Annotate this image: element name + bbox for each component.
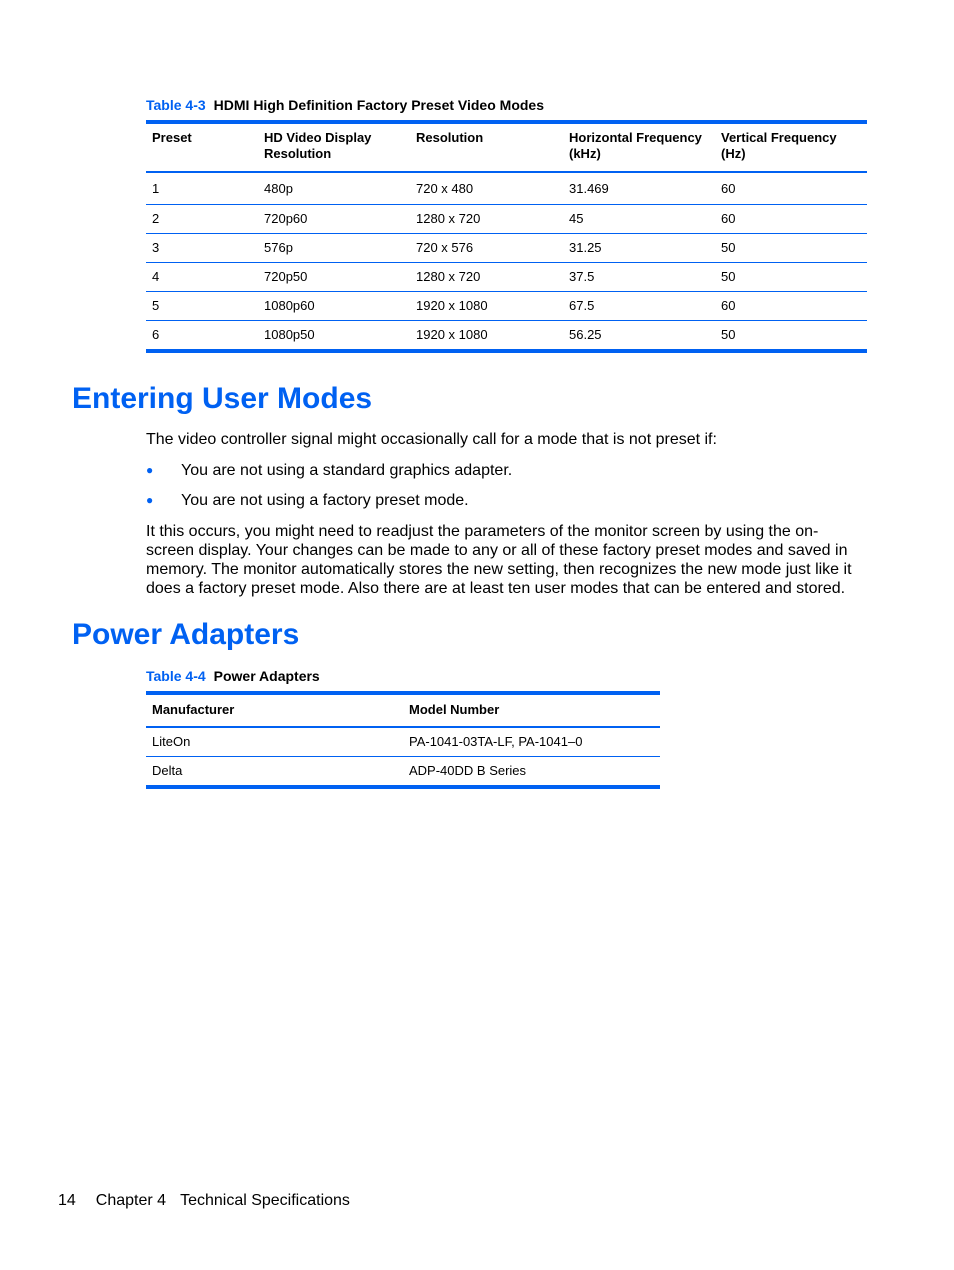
table-row bbox=[146, 205, 867, 234]
table-4-4-caption bbox=[146, 668, 320, 684]
cell-preset: 6 bbox=[152, 327, 160, 342]
cell-horizontal-frequency: 67.5 bbox=[569, 298, 595, 313]
cell-preset: 1 bbox=[152, 180, 160, 196]
cell-manufacturer: Delta bbox=[152, 763, 183, 778]
cell-vertical-frequency: 50 bbox=[721, 269, 736, 284]
header-vertical-frequency: Vertical Frequency (Hz) bbox=[721, 130, 837, 161]
power-adapters-table bbox=[146, 691, 660, 789]
bullet-text: You are not using a factory preset mode. bbox=[181, 492, 469, 509]
page-number: 14 bbox=[58, 1192, 76, 1209]
cell-resolution: 1920 x 1080 bbox=[416, 327, 488, 342]
table-4-3-caption-number: Table 4-3 bbox=[146, 97, 206, 113]
table-4-3-caption-title: HDMI High Definition Factory Preset Video Modes bbox=[213, 97, 544, 113]
cell-manufacturer: LiteOn bbox=[152, 734, 191, 749]
cell-model-number: ADP-40DD B Series bbox=[409, 763, 527, 778]
cell-hd-video: 720p60 bbox=[264, 211, 308, 226]
table-row bbox=[146, 727, 660, 757]
cell-resolution: 1280 x 720 bbox=[416, 269, 481, 284]
entering-user-modes-paragraph bbox=[146, 522, 852, 598]
paragraph-line: memory. The monitor automatically stores the new setting, then recognizes the new mode just like it bbox=[146, 561, 852, 578]
video-modes-table bbox=[146, 120, 867, 353]
cell-horizontal-frequency: 31.25 bbox=[569, 240, 602, 255]
table-row bbox=[146, 234, 867, 263]
header-manufacturer: Manufacturer bbox=[152, 702, 235, 717]
cell-hd-video: 1080p50 bbox=[264, 327, 315, 342]
entering-user-modes-intro: The video controller signal might occasionally call for a mode that is not preset if: bbox=[146, 431, 717, 448]
cell-preset: 4 bbox=[152, 269, 160, 284]
cell-horizontal-frequency: 31.469 bbox=[569, 180, 609, 196]
cell-resolution: 1280 x 720 bbox=[416, 211, 481, 226]
table-row bbox=[146, 172, 867, 205]
cell-vertical-frequency: 60 bbox=[721, 211, 736, 226]
table-header-row bbox=[146, 693, 660, 727]
table-row bbox=[146, 263, 867, 292]
cell-vertical-frequency: 60 bbox=[721, 298, 736, 313]
header-horizontal-frequency: Horizontal Frequency (kHz) bbox=[569, 130, 702, 161]
paragraph-line: does a factory preset mode. Also there are at least ten user modes that can be entered and stored. bbox=[146, 580, 846, 597]
bullet-icon: ● bbox=[146, 493, 154, 507]
table-row bbox=[146, 757, 660, 788]
cell-preset: 5 bbox=[152, 298, 160, 313]
header-resolution: Resolution bbox=[416, 130, 484, 145]
cell-vertical-frequency: 50 bbox=[721, 240, 736, 255]
cell-resolution: 720 x 480 bbox=[416, 180, 474, 196]
table-header-row bbox=[146, 122, 867, 172]
cell-vertical-frequency: 60 bbox=[721, 180, 736, 196]
cell-hd-video: 576p bbox=[264, 240, 293, 255]
paragraph-line: screen display. Your changes can be made to any or all of these factory preset modes and saved in bbox=[146, 542, 848, 559]
header-preset: Preset bbox=[152, 130, 192, 145]
cell-model-number: PA-1041-03TA-LF, PA-1041–0 bbox=[409, 734, 583, 749]
cell-horizontal-frequency: 37.5 bbox=[569, 269, 595, 284]
cell-hd-video: 480p bbox=[264, 180, 293, 196]
table-row bbox=[146, 292, 867, 321]
page-footer bbox=[58, 1192, 370, 1210]
table-row bbox=[146, 321, 867, 352]
cell-hd-video: 1080p60 bbox=[264, 298, 315, 313]
header-model-number: Model Number bbox=[409, 702, 500, 717]
power-adapters-heading: Power Adapters bbox=[72, 618, 300, 651]
cell-resolution: 720 x 576 bbox=[416, 240, 474, 255]
cell-preset: 3 bbox=[152, 240, 160, 255]
cell-resolution: 1920 x 1080 bbox=[416, 298, 488, 313]
cell-vertical-frequency: 50 bbox=[721, 327, 736, 342]
header-hd-video-display-resolution: HD Video Display Resolution bbox=[264, 130, 372, 161]
cell-preset: 2 bbox=[152, 211, 160, 226]
cell-hd-video: 720p50 bbox=[264, 269, 308, 284]
entering-user-modes-heading: Entering User Modes bbox=[72, 382, 373, 415]
bullet-text: You are not using a standard graphics adapter. bbox=[181, 462, 513, 479]
bullet-icon: ● bbox=[146, 463, 154, 477]
table-4-4-caption-title: Power Adapters bbox=[213, 668, 320, 684]
table-4-3-caption bbox=[146, 97, 544, 113]
footer-chapter-title: Technical Specifications bbox=[180, 1192, 350, 1209]
cell-horizontal-frequency: 56.25 bbox=[569, 327, 602, 342]
table-4-4-caption-number: Table 4-4 bbox=[146, 668, 206, 684]
paragraph-line: It this occurs, you might need to readjust the parameters of the monitor screen by using the on- bbox=[146, 523, 819, 540]
footer-chapter: Chapter 4 bbox=[95, 1192, 167, 1209]
cell-horizontal-frequency: 45 bbox=[569, 211, 584, 226]
